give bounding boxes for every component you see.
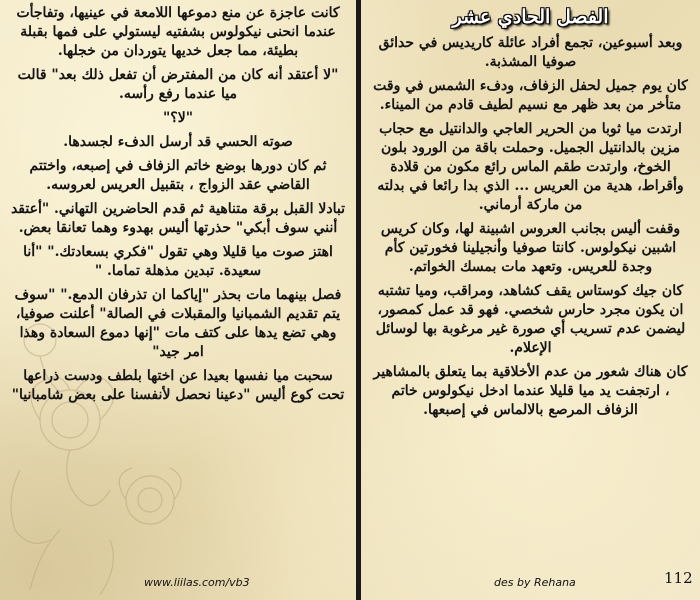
paragraph: كانت عاجزة عن منع دموعها اللامعة في عينيها، وتفاجأت عندما انحنى نيكولوس بشفتيه ليستولي على فمها بقبلة بطيئة، مما جعل خديها يتوردان من خجلها. [16,5,340,59]
paragraph: "لا؟" [162,110,193,126]
paragraph: وقفت أليس بجانب العروس اشبينة لها، وكان كريس اشبين نيكولوس. كانتا صوفيا وأنجيلينا فخورتين كأم وجدة للعريس. وتعهد مات بمسك الخواتم. [380,221,681,275]
design-credit: des by Rehana [494,576,576,589]
paragraph: ارتدت ميا ثوبا من الحرير العاجي والدانتيل مع حجاب مزين بالدانتيل الجميل. وحملت باقة من الورود بلون الخوخ، وارتدت طقم الماس رائع مكون من قلادة وأقراط، هدية من العريس ... الذي بدا رائعا في بدلته من ماركة أرماني. [377,121,684,213]
chapter-title: الفصل الحادي عشر [452,6,609,28]
site-url: www.liilas.com/vb3 [144,576,250,589]
paragraph: تبادلا القبل برقة متناهية ثم قدم الحاضرين التهاني. "أعتقد أنني سوف أبكي" حذرتها أليس بهدوء وهما تعانقا بعض. [10,201,346,236]
paragraph: "لا أعتقد أنه كان من المفترض أن تفعل ذلك بعد" قالت ميا عندما رفع رأسه. [17,67,339,102]
right-column [361,0,700,600]
paragraph: اهتز صوت ميا قليلا وهي تقول "فكري بسعادتك." "أنا سعيدة. تبدين مذهلة تماما. " [23,244,333,279]
column-divider [356,0,361,600]
paragraph: ثم كان دورها بوضع خاتم الزفاف في إصبعه، واختتم القاضي عقد الزواج ، بتقبيل العريس لعروسه. [29,158,327,193]
paragraph: كان يوم جميل لحفل الزفاف، ودفء الشمس في وقت متأخر من بعد ظهر مع نسيم لطيف قادم من الميناء. [373,78,688,113]
page-number: 112 [664,569,693,587]
paragraph: صوته الحسي قد أرسل الدفء لجسدها. [63,134,293,150]
paragraph: فصل بينهما مات بحذر "إياكما ان تذرفان الدمع." "سوف يتم تقديم الشمبانيا والمقبلات في الصالة" أعلنت صوفيا، وهي تضع يدها على كتف مات "إنها دموع السعادة وهذا امر جيد" [14,287,342,360]
paragraph: كان هناك شعور من عدم الأخلاقية بما يتعلق بالمشاهير ، ارتجفت يد ميا قليلا عندما ادخل نيكولوس خاتم الزفاف المرصع بالالماس في إصبعها. [373,364,688,418]
paragraph: سحبت ميا نفسها بعيدا عن اختها بلطف ودست ذراعها تحت كوع أليس "دعينا نحصل لأنفسنا على بعض شامبانيا" [11,368,345,403]
paragraph: وبعد أسبوعين، تجمع أفراد عائلة كاريديس في حدائق صوفيا المشذبة. [378,35,683,70]
paragraph: كان جيك كوستاس يقف كشاهد، ومراقب، وميا تشتبه ان يكون مجرد حارس شخصي. فهو قد عمل كمصور، ليضمن عدم تسريب أي صورة غير مرغوبة بها لوسائل الإعلام. [375,283,686,356]
